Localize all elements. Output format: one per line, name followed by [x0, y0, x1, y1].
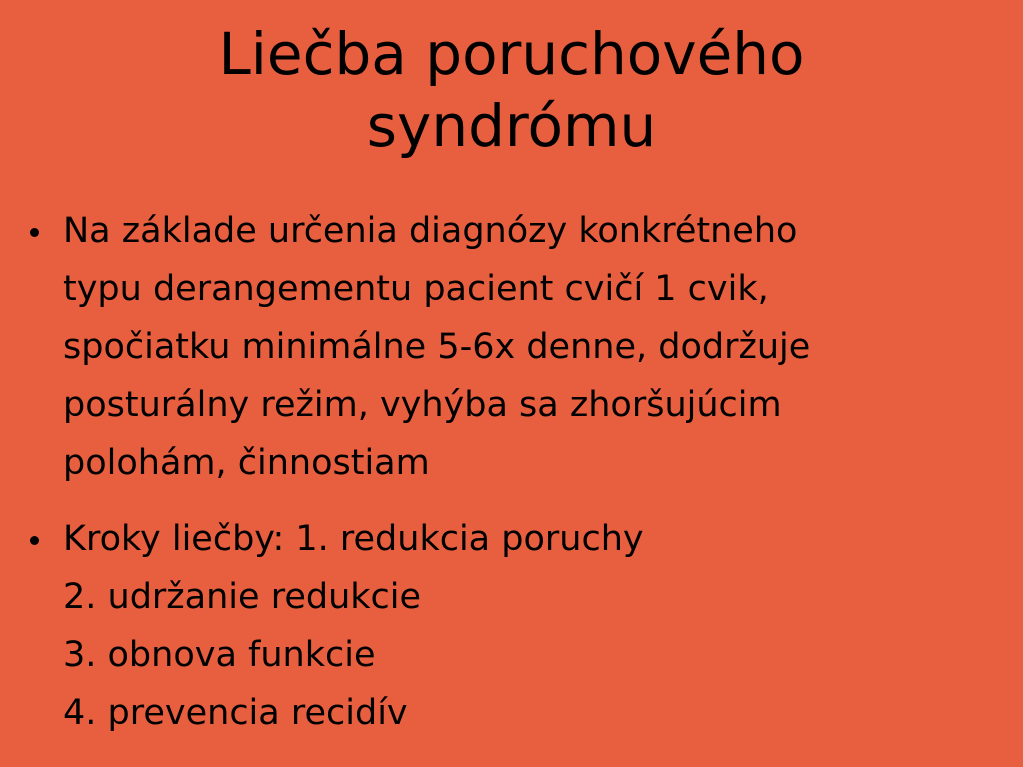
bullet-2-line-3: 3. obnova funkcie: [63, 635, 376, 675]
bullet-item-1: [0, 202, 1000, 492]
slide-title: [0, 18, 1023, 162]
bullet-1-line-4: posturálny režim, vyhýba sa zhoršujúcim: [63, 385, 782, 425]
title-line-1: Liečba poruchového: [218, 20, 805, 88]
bullet-item-2: [0, 510, 1000, 742]
bullet-1-line-1: Na základe určenia diagnózy konkrétneho: [63, 211, 798, 251]
title-line-2: syndrómu: [366, 92, 657, 160]
bullet-1-line-5: polohám, činnostiam: [63, 443, 430, 483]
bullet-dot-icon: [30, 228, 39, 237]
bullet-list: [0, 202, 1000, 742]
bullet-2-line-2: 2. udržanie redukcie: [63, 577, 422, 617]
bullet-1-line-3: spočiatku minimálne 5-6x denne, dodržuje: [63, 327, 811, 367]
bullet-1-line-2: typu derangementu pacient cvičí 1 cvik,: [63, 269, 769, 309]
bullet-2-line-1: Kroky liečby: 1. redukcia poruchy: [63, 519, 644, 559]
bullet-2-line-4: 4. prevencia recidív: [63, 693, 408, 733]
bullet-dot-icon: [30, 536, 39, 545]
